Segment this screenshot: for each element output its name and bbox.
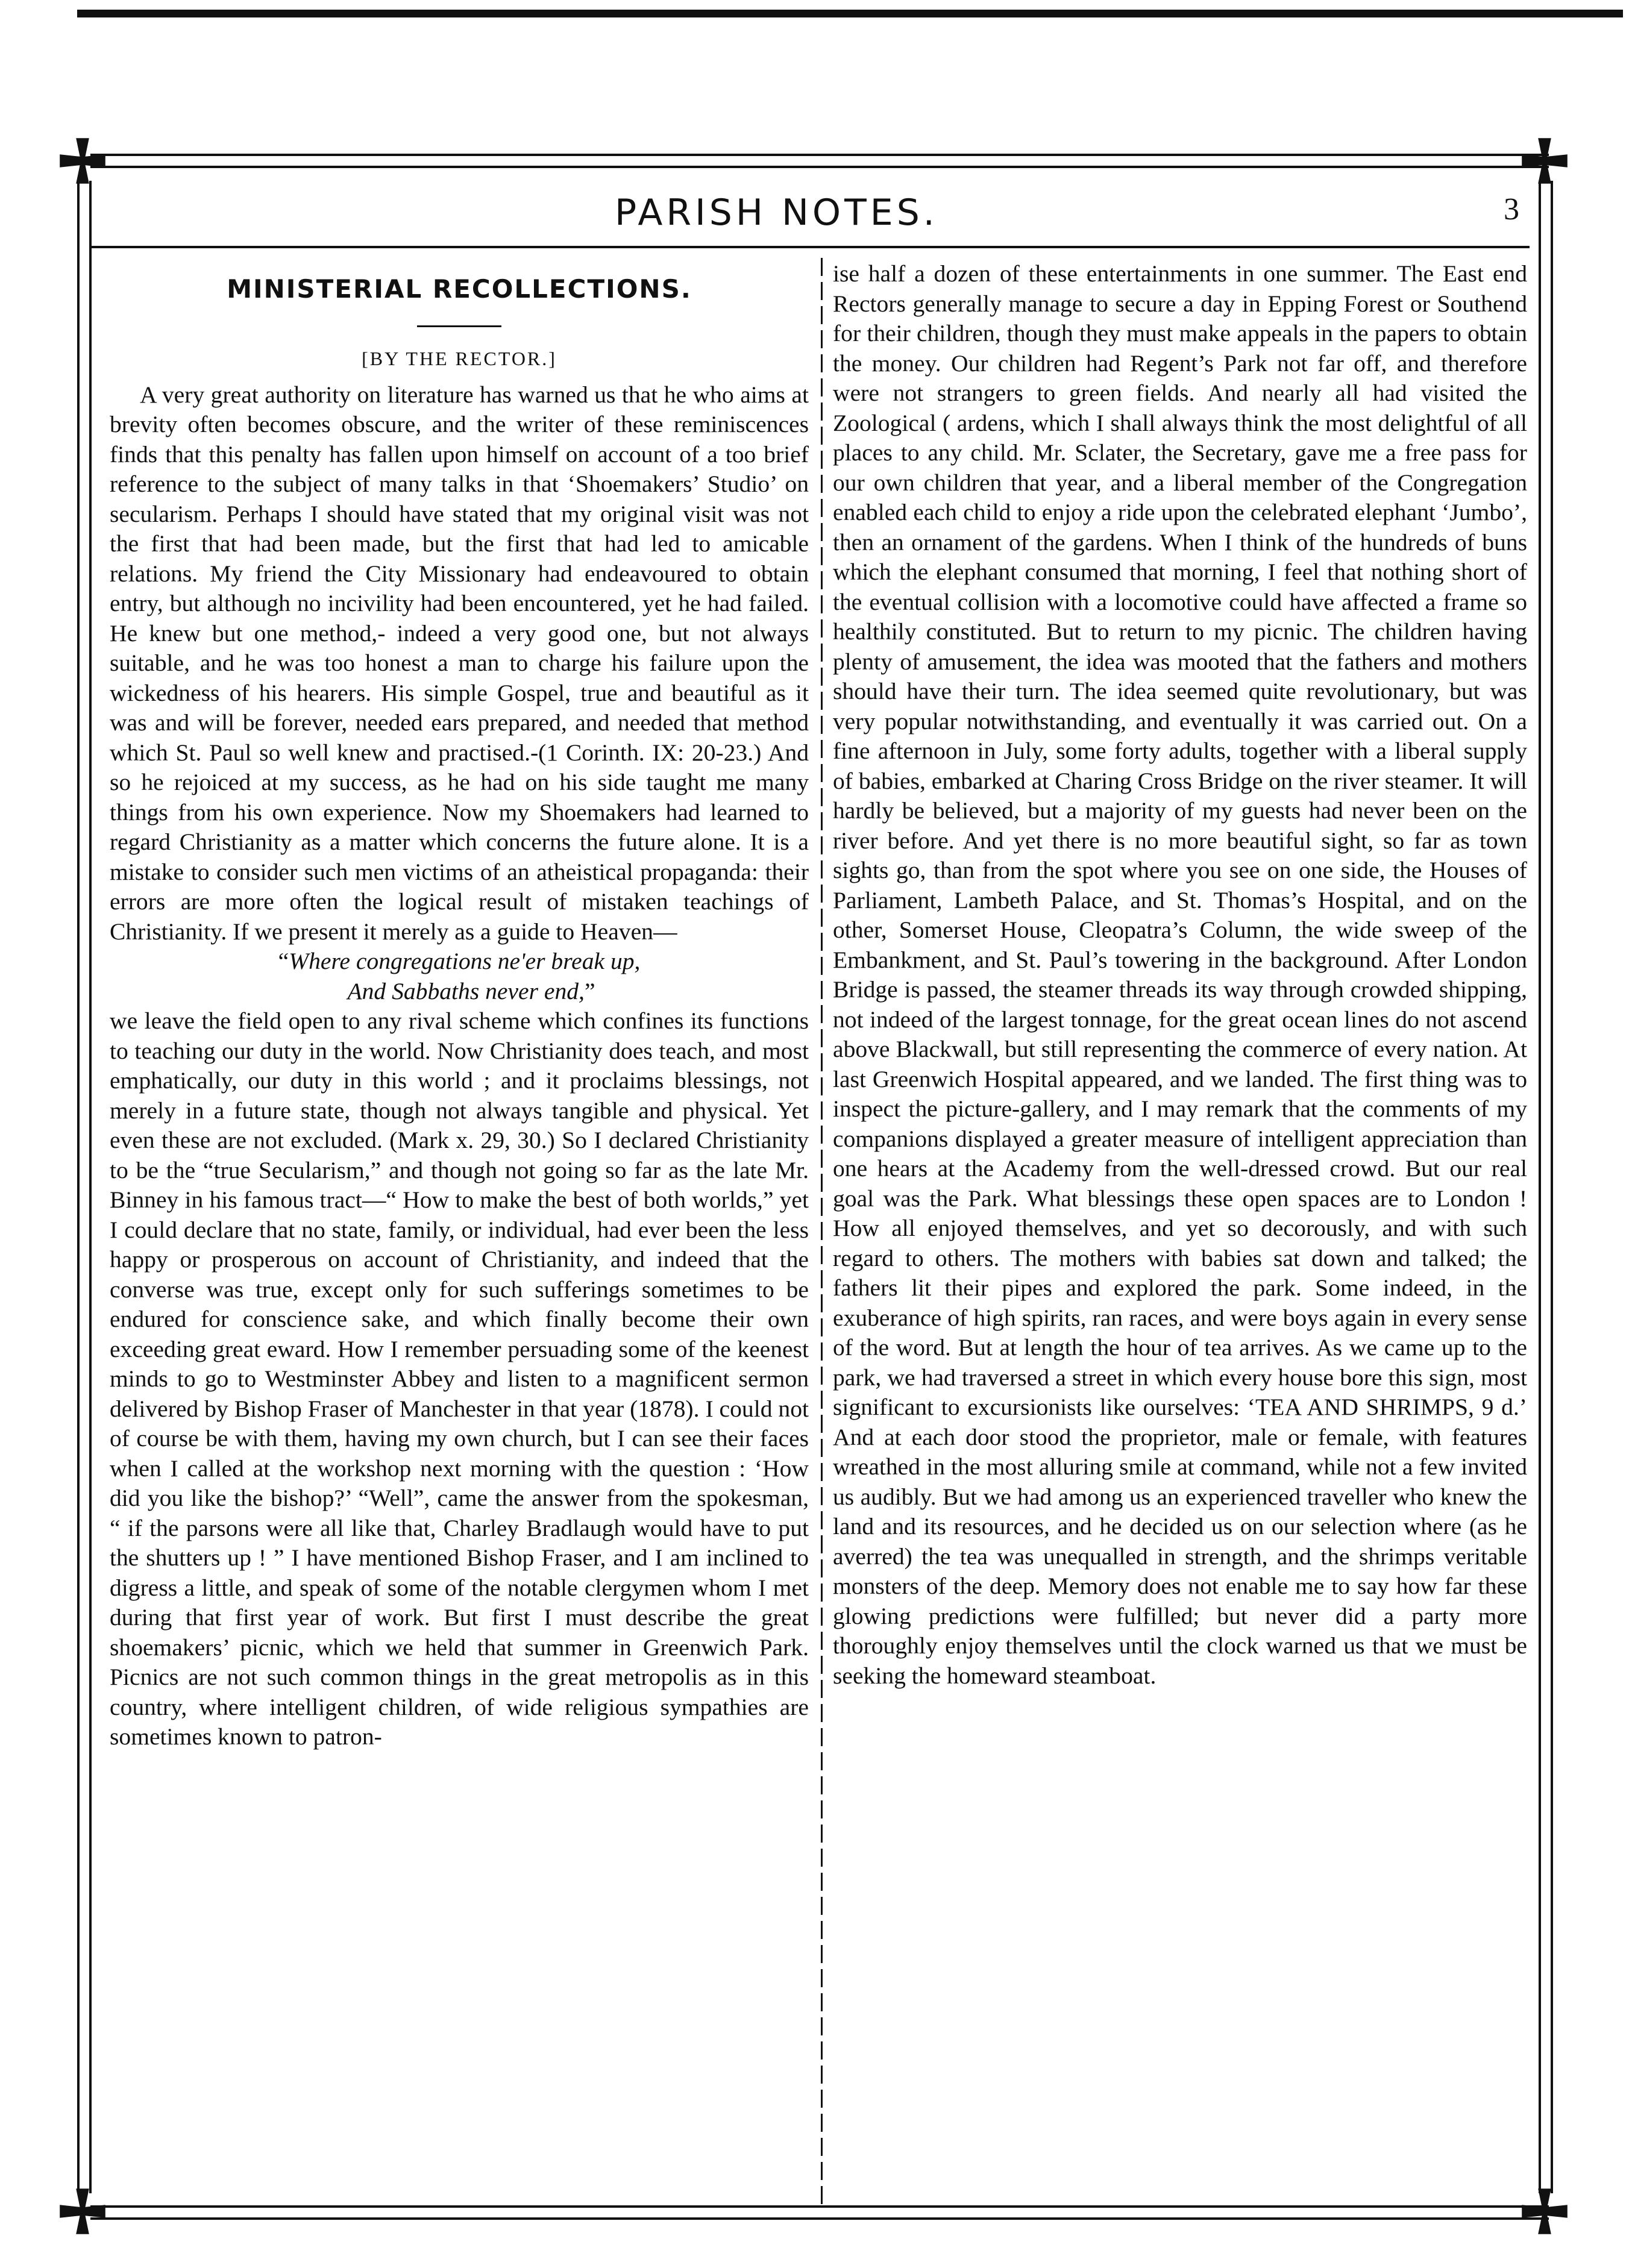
corner-cross-icon	[1517, 2184, 1572, 2238]
article-title: MINISTERIAL RECOLLECTIONS.	[227, 274, 692, 304]
frame-bottom-inner	[90, 2217, 1549, 2220]
top-border-rule	[77, 10, 1623, 17]
frame-right-outer	[1551, 181, 1553, 2193]
frame-bottom-outer	[90, 2205, 1549, 2208]
close-quote: ”	[584, 977, 595, 1004]
verse-line-1: Where congregations ne'er break up,	[289, 948, 641, 974]
verse-line	[110, 947, 809, 977]
frame-right-inner	[1539, 181, 1541, 2193]
column-divider	[821, 258, 823, 2204]
byline: [BY THE RECTOR.]	[362, 348, 557, 369]
right-column	[833, 259, 1527, 1691]
verse-line	[110, 977, 809, 1007]
open-quote: “	[278, 948, 289, 974]
paragraph: A very great authority on literature has warned us that he who aims at brevity often becomes obscure, and the writer of these reminiscences finds that this penalty has fallen upon himself on account of a too brief reference to the subject of many talks in that ‘Shoemakers’ Studio’ on secularism. Perhaps I should have stated that my original visit was not the first that had been made, but the first that had led to amicable relations. My friend the City Missionary had endeavoured to obtain entry, but although no incivility had been encountered, yet he had failed. He knew but one method,- indeed a very good one, but not always suitable, and he was too honest a man to charge his failure upon the wickedness of his hearers. His simple Gospel, true and beautiful as it was and will be forever, needed ears prepared, and needed that method which St. Paul so well knew and practised.-(1 Corinth. IX: 20-23.) And so he rejoiced at my success, as he had on his side taught me many things from his own experience. Now my Shoemakers had learned to regard Christianity as a matter which concerns the future alone. It is a mistake to consider such men victims of an atheistical propaganda: their errors are more often the logical result of mistaken teachings of Christianity. If we present it merely as a guide to Heaven—	[110, 381, 809, 945]
left-column	[110, 259, 809, 1752]
paragraph: we leave the field open to any rival scheme which confines its functions to teaching our duty in the world. Now Christianity does teach, and most emphatically, our duty in this world ; and it proclaims blessings, not merely in a future state, though not always tangible and physical. Yet even these are not excluded. (Mark x. 29, 30.) So I declared Christianity to be the “true Secularism,” and though not going so far as the late Mr. Binney in his famous tract—“ How to make the best of both worlds,” yet I could declare that no state, family, or individual, had ever been the less happy or prosperous on account of Christianity, and indeed that the converse was true, except only for such sufferings sometimes to be endured for conscience sake, and which finally become their own exceeding great eward. How I remember persuading some of the keenest minds to go to Westminster Abbey and listen to a magnificent sermon delivered by Bishop Fraser of Manchester in that year (1878). I could not of course be with them, having my own church, but I can see their faces when I called at the workshop next morning with the question : ‘How did you like the bishop?’ “Well”, came the answer from the spokesman, “ if the parsons were all like that, Charley Bradlaugh would have to put the shutters up ! ” I have mentioned Bishop Fraser, and I am inclined to digress a little, and speak of some of the notable clergymen whom I met during that first year of work. But first I must describe the great shoemakers’ picnic, which we held that summer in Greenwich Park. Picnics are not such common things in the great metropolis as in this country, where intelligent children, of wide religious sympathies are sometimes known to patron-	[110, 1007, 809, 1750]
header-rule	[89, 246, 1530, 248]
title-rule	[417, 325, 501, 327]
page-title: PARISH NOTES.	[615, 192, 938, 234]
frame-left-inner	[89, 181, 92, 2193]
page-number: 3	[1504, 192, 1519, 227]
frame-left-outer	[77, 181, 80, 2193]
corner-cross-icon	[55, 2184, 110, 2238]
corner-cross-icon	[1517, 134, 1572, 188]
corner-cross-icon	[55, 134, 110, 188]
paragraph: ise half a dozen of these entertainments in one summer. The East end Rectors generally manage to secure a day in Epping Forest or Southend for their children, though they must make appeals in the papers to obtain the money. Our children had Regent’s Park not far off, and therefore were not strangers to green fields. And nearly all had visited the Zoological ( ardens, which I shall always think the most delightful of all places to any child. Mr. Sclater, the Secretary, gave me a free pass for our own children that year, and a liberal member of the Congregation enabled each child to enjoy a ride upon the celebrated elephant ‘Jumbo’, then an ornament of the gardens. When I think of the hundreds of buns which the elephant consumed that morning, I feel that nothing short of the eventual collision with a locomotive could have affected a frame so healthily constituted. But to return to my picnic. The children having plenty of amusement, the idea was mooted that the fathers and mothers should have their turn. The idea seemed quite revolutionary, but was very popular notwithstanding, and eventually it was carried out. On a fine afternoon in July, some forty adults, together with a liberal supply of babies, embarked at Charing Cross Bridge on the river steamer. It will hardly be believed, but a majority of my guests had never been on the river before. And yet there is no more beautiful sight, so far as town sights go, than from the spot where you see on one side, the Houses of Parliament, Lambeth Palace, and St. Thomas’s Hospital, and on the other, Somerset House, Cleopatra’s Column, the wide sweep of the Embankment, and St. Paul’s towering in the background. After London Bridge is passed, the steamer threads its way through crowded shipping, not indeed of the largest tonnage, for the great ocean lines do not ascend above Blackwall, but still representing the commerce of every nation. At last Greenwich Hospital appeared, and we landed. The first thing was to inspect the picture-gallery, and I may remark that the comments of my companions displayed a greater measure of intelligent appreciation than one hears at the Academy from the well-dressed crowd. But our real goal was the Park. What blessings these open spaces are to London ! How all enjoyed themselves, and yet so decorously, and with such regard to others. The mothers with babies sat down and talked; the fathers lit their pipes and explored the park. Some indeed, in the exuberance of high spirits, ran races, and were boys again in every sense of the word. But at length the hour of tea arrives. As we came up to the park, we had traversed a street in which every house bore this sign, most significant to excursionists like ourselves: ‘TEA AND SHRIMPS, 9 d.’ And at each door stood the proprietor, male or female, with features wreathed in the most alluring smile at command, while not a few invited us audibly. But we had among us an experienced traveller who knew the land and its resources, and he decided us on our selection where (as he averred) the tea was unequalled in strength, and the shrimps veritable monsters of the deep. Memory does not enable me to say how far these glowing predictions were fulfilled; but never did a party more thoroughly enjoy themselves until the clock warned us that we must be seeking the homeward steamboat.	[833, 260, 1527, 1689]
frame-top-inner	[90, 166, 1549, 168]
frame-top-outer	[90, 154, 1549, 156]
verse-line-2: And Sabbaths never end,	[347, 977, 585, 1004]
